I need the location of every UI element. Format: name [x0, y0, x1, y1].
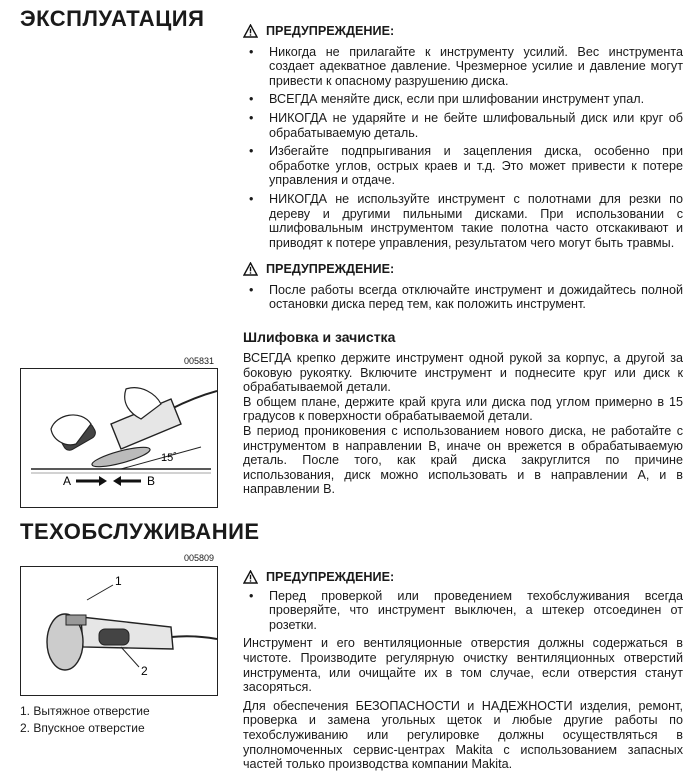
warning-heading [243, 262, 683, 277]
warning-block-operation [243, 24, 683, 254]
list-item: • НИКОГДА не ударяйте и не бейте шлифовальный диск или круг об обрабатываемую деталь. [243, 111, 683, 140]
callout-1: 1 [115, 574, 122, 588]
section-title-maintenance: ТЕХОБСЛУЖИВАНИЕ [20, 519, 260, 544]
list-item: • ВСЕГДА меняйте диск, если при шлифовании инструмент упал. [243, 92, 683, 107]
grinder-vents-illustration [21, 567, 217, 695]
warning-triangle-icon [243, 570, 258, 584]
paragraph: ВСЕГДА крепко держите инструмент одной рукой за корпус, а другой за боковую рукоятку. Включите инструмент и поднесите круг или диск к обрабатываемой детали. [243, 351, 683, 395]
figure-code: 005809 [184, 553, 215, 563]
figure-grinding-angle [20, 368, 218, 508]
grinder-angle-illustration [21, 369, 217, 507]
warning-label: ПРЕДУПРЕЖДЕНИЕ: [266, 570, 395, 584]
subsection-title-grinding: Шлифовка и зачистка [243, 329, 396, 345]
warning-triangle-icon [243, 262, 258, 276]
warning-label: ПРЕДУПРЕЖДЕНИЕ: [266, 24, 395, 38]
legend-item: 1. Вытяжное отверстие [20, 704, 150, 718]
list-item: • НИКОГДА не используйте инструмент с полотнами для резки по дереву и другими пильными дисками. При использовании с шлифовальным инструментом такие полотна часто отскакивают и приводят к потере управления, результатом чего могут быть травмы. [243, 192, 683, 250]
direction-a-label: A [63, 474, 72, 488]
warning-list [243, 283, 683, 312]
figure-legend [20, 703, 150, 737]
paragraph: Инструмент и его вентиляционные отверстия должны содержаться в чистоте. Производите регулярную очистку вентиляционных отверстий инструмента, или очищайте их в том случае, если отверстия станут засоряться. [243, 636, 683, 695]
angle-label: 15˚ [161, 452, 177, 464]
direction-b-label: B [147, 474, 156, 488]
warning-list [243, 45, 683, 251]
figure-code: 005831 [184, 356, 215, 366]
section-title-operation: ЭКСПЛУАТАЦИЯ [20, 6, 205, 31]
list-item: • Никогда не прилагайте к инструменту усилий. Вес инструмента создает адекватное давление. Чрезмерное усилие и давление могут привести к опасному разрушению диска. [243, 45, 683, 89]
grinding-text [243, 351, 683, 497]
warning-label: ПРЕДУПРЕЖДЕНИЕ: [266, 262, 395, 276]
legend-item: 2. Впускное отверстие [20, 721, 145, 735]
list-item: • Избегайте подпрыгивания и зацепления диска, особенно при обработке углов, острых краев и т.д. Это может привести к потере управления и отдаче. [243, 144, 683, 188]
warning-list [243, 589, 683, 633]
list-item: • После работы всегда отключайте инструмент и дожидайтесь полной остановки диска перед тем, как положить инструмент. [243, 283, 683, 312]
warning-triangle-icon [243, 24, 258, 38]
warning-heading [243, 570, 683, 585]
warning-block-after-work [243, 262, 683, 316]
paragraph: В общем плане, держите край круга или диска под углом примерно в 15 градусов к поверхности обрабатываемой детали. [243, 394, 683, 424]
paragraph: В период прониковения с использованием нового диска, не работайте с инструментом в направлении B, иначе он врежется в обрабатываемую деталь. После того, как край диска закруглится по причине использования, диск можно использовать и в направлении A, и в направлении B. [243, 423, 683, 497]
maintenance-text [243, 570, 683, 772]
paragraph: Для обеспечения БЕЗОПАСНОСТИ и НАДЕЖНОСТИ изделия, ремонт, проверка и замена угольных щеток и любые другие работы по техобслуживанию или регулировке должны осуществляться в уполномоченных сервис-центрах Makita с использованием запасных частей только производства компании Makita. [243, 698, 683, 772]
list-item: • Перед проверкой или проведением техобслуживания всегда проверяйте, что инструмент выключен, а штекер отсоединен от розетки. [243, 589, 683, 633]
callout-2: 2 [141, 664, 148, 678]
warning-heading [243, 24, 683, 39]
figure-vents [20, 566, 218, 696]
